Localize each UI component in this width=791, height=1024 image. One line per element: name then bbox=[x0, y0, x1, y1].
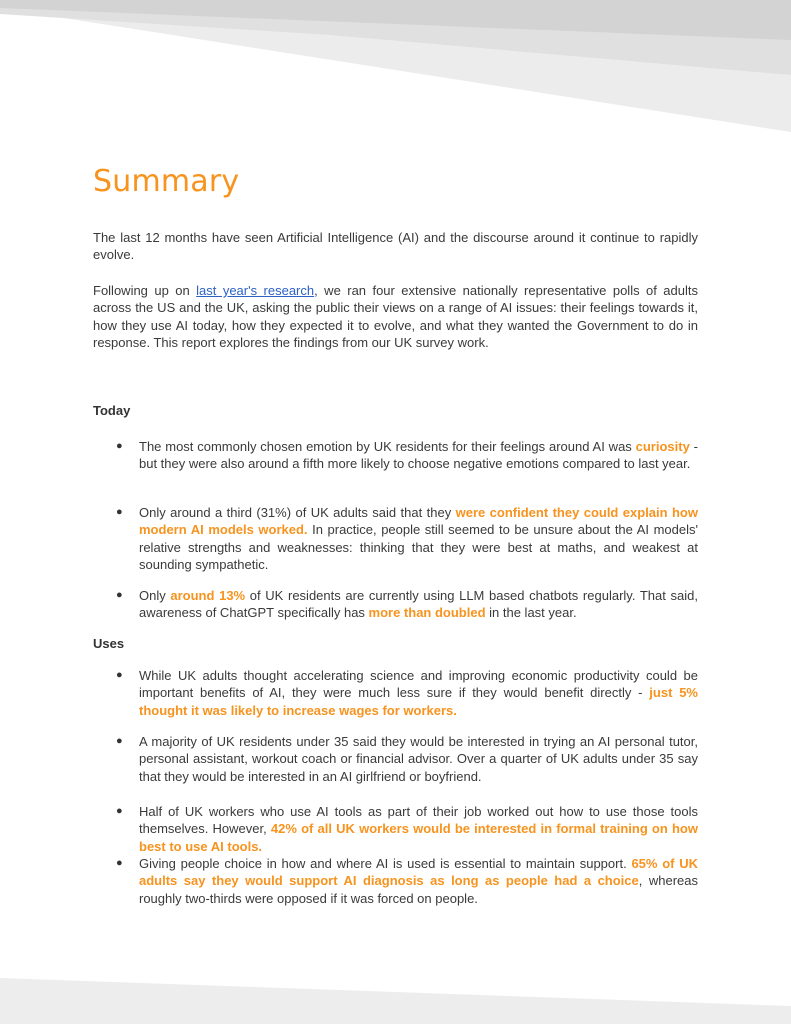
section-heading-today: Today bbox=[93, 403, 131, 418]
list-item: ● While UK adults thought accelerating science and improving economic productivity could be important benefits of AI, they were much less sure if they would benefit directly - just 5% thought it was likely to increase wages for workers. bbox=[116, 668, 698, 718]
intro-text-after-link: , we ran four extensive nationally representative polls of adults across the US and the UK, asking the public their views on a range of AI issues: their feelings towards it, how they use AI today, how they expected it to evolve, and what they wanted the Government to do in response. This report explores the findings from our UK survey work. bbox=[93, 283, 698, 351]
footer-band bbox=[0, 978, 791, 1024]
bullet-icon: ● bbox=[116, 669, 123, 681]
intro-paragraph-1: The last 12 months have seen Artificial Intelligence (AI) and the discourse around it continue to rapidly evolve. bbox=[93, 230, 698, 263]
list-item: ● Giving people choice in how and where AI is used is essential to maintain support. 65% of UK adults say they would support AI diagnosis as long as people had a choice, whereas roughly two-thirds were opposed if it was forced on people. bbox=[116, 856, 699, 906]
bullet-icon: ● bbox=[116, 857, 123, 869]
bullet-icon: ● bbox=[116, 506, 123, 518]
list-item: ● A majority of UK residents under 35 said they would be interested in trying an AI personal tutor, personal assistant, workout coach or financial advisor. Over a quarter of UK adults under 35 say that they would be interested in an AI girlfriend or boyfriend. bbox=[116, 734, 698, 784]
header-band-dark bbox=[0, 0, 791, 40]
list-item: ● Only around a third (31%) of UK adults said that they were confident they could explain how modern AI models worked. In practice, people still seemed to be unsure about the AI models' relative strengths and weaknesses: thinking that they were best at maths, and weakest at sounding sympathetic. bbox=[116, 505, 698, 573]
bullet-icon: ● bbox=[116, 805, 123, 817]
highlight: 65% of UK adults say they would support AI diagnosis as long as people had a choice bbox=[139, 856, 699, 889]
list-item: ● Only around 13% of UK residents are currently using LLM based chatbots regularly. That said, awareness of ChatGPT specifically has more than doubled in the last year. bbox=[116, 588, 698, 621]
highlight: around 13% bbox=[170, 588, 246, 603]
highlight: curiosity bbox=[635, 439, 690, 454]
header-band-mid bbox=[0, 0, 791, 75]
intro-text-before-link: Following up on bbox=[93, 283, 197, 298]
highlight: were confident they could explain how modern AI models worked. bbox=[139, 505, 698, 538]
intro-paragraph-2 bbox=[93, 282, 698, 352]
bullet-icon: ● bbox=[116, 589, 123, 601]
highlight: 42% of all UK workers would be interested in formal training on how best to use AI tools. bbox=[139, 821, 698, 854]
section-heading-uses: Uses bbox=[93, 636, 125, 651]
highlight: more than doubled bbox=[368, 605, 486, 621]
list-item: ● Half of UK workers who use AI tools as part of their job worked out how to use those tools themselves. However, 42% of all UK workers would be interested in formal training on how best to use AI tools. bbox=[116, 804, 698, 854]
header-band-light bbox=[0, 0, 791, 132]
page-title: Summary bbox=[93, 164, 240, 199]
bullet-icon: ● bbox=[116, 735, 123, 747]
highlight: just 5% thought it was likely to increase wages for workers. bbox=[139, 685, 698, 718]
last-years-research-link[interactable]: last year's research bbox=[196, 283, 315, 298]
list-item: ● The most commonly chosen emotion by UK residents for their feelings around AI was curiosity - but they were also around a fifth more likely to choose negative emotions compared to last year. bbox=[116, 439, 698, 472]
bullet-icon: ● bbox=[116, 440, 123, 452]
